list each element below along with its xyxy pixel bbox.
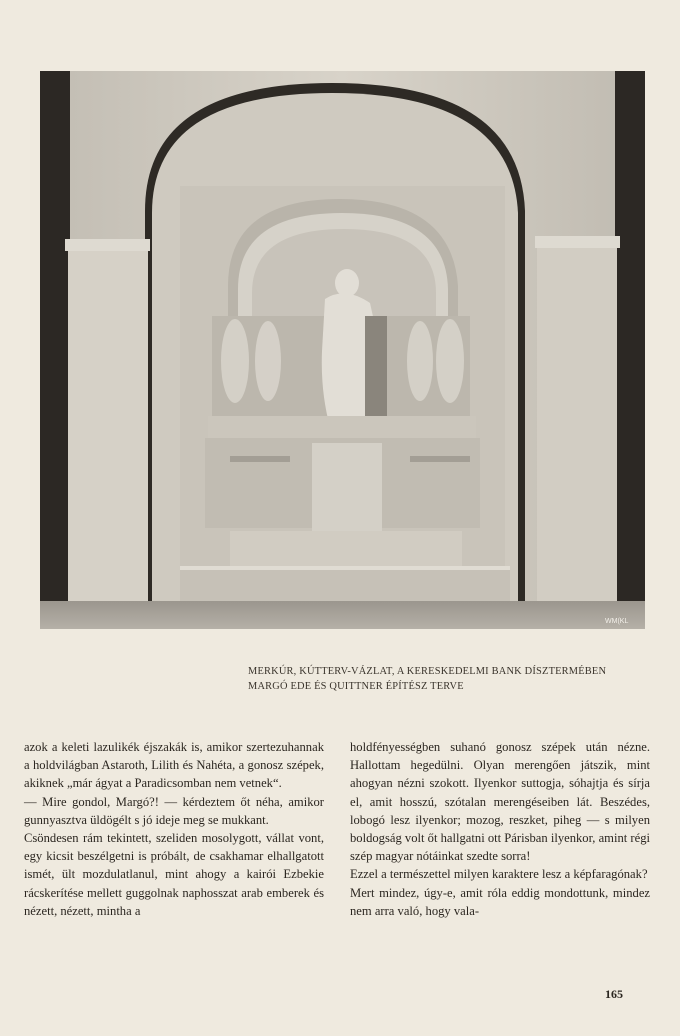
right-text-column [350,738,650,920]
figure-caption [248,664,658,694]
paragraph: holdfényességben suhanó gonosz szépek után nézne. Hallottam hegedülni. Olyan merengően játszik, mint ahogyan nézni szokott. Ilyenkor suttogja, sóhajtja és sírja el, amit hosszú, szótalan merengéseiben lát. Beszédes, lobogó lesz ilyenkor; mozog, reszket, piheg — s milyen boldogság volt őt hallgatni ott Párisban ilyenkor, amint régi szép magyar nótáinkat szedte sorra! [350,740,650,864]
paragraph: Csöndesen rám tekintett, szeliden mosolygott, vállat vont, egy kicsit beszélgetni is próbált, de csakhamar elhallgatott ismét, ült mozdulatlanul, mint ahogy a kairói Ezbekie rácskerítése mellett guggolnak naphosszat arab emberek és nézett, nézett, mintha a [24,831,324,918]
paragraph: azok a keleti lazulikék éjszakák is, amikor szertezuhannak a holdvilágban Astaroth, Lilith és Nahéta, a gonosz szépek, akiknek „már ágyat a Paradicsomban nem vetnek“. [24,740,324,791]
paragraph: Ezzel a természettel milyen karaktere lesz a képfaragónak? [350,867,648,882]
caption-line-2: MARGÓ EDE ÉS QUITTNER ÉPÍTÉSZ TERVE [248,681,464,692]
paragraph: Mert mindez, úgy-e, amit róla eddig mondottunk, mindez nem arra való, hogy vala- [350,885,650,918]
caption-line-1: MERKÚR, KÚTTERV-VÁZLAT, A KERESKEDELMI BANK DÍSZTERMÉBEN [248,666,607,677]
left-text-column [24,738,324,920]
paragraph: — Mire gondol, Margó?! — kérdeztem őt néha, amikor gunnyasztva üldögélt s jó ideje meg se mukkant. [24,794,324,827]
photographer-signature: WM(KL [605,618,629,625]
page-number: 165 [605,987,623,1001]
fountain-sculpture-photograph [40,71,645,629]
